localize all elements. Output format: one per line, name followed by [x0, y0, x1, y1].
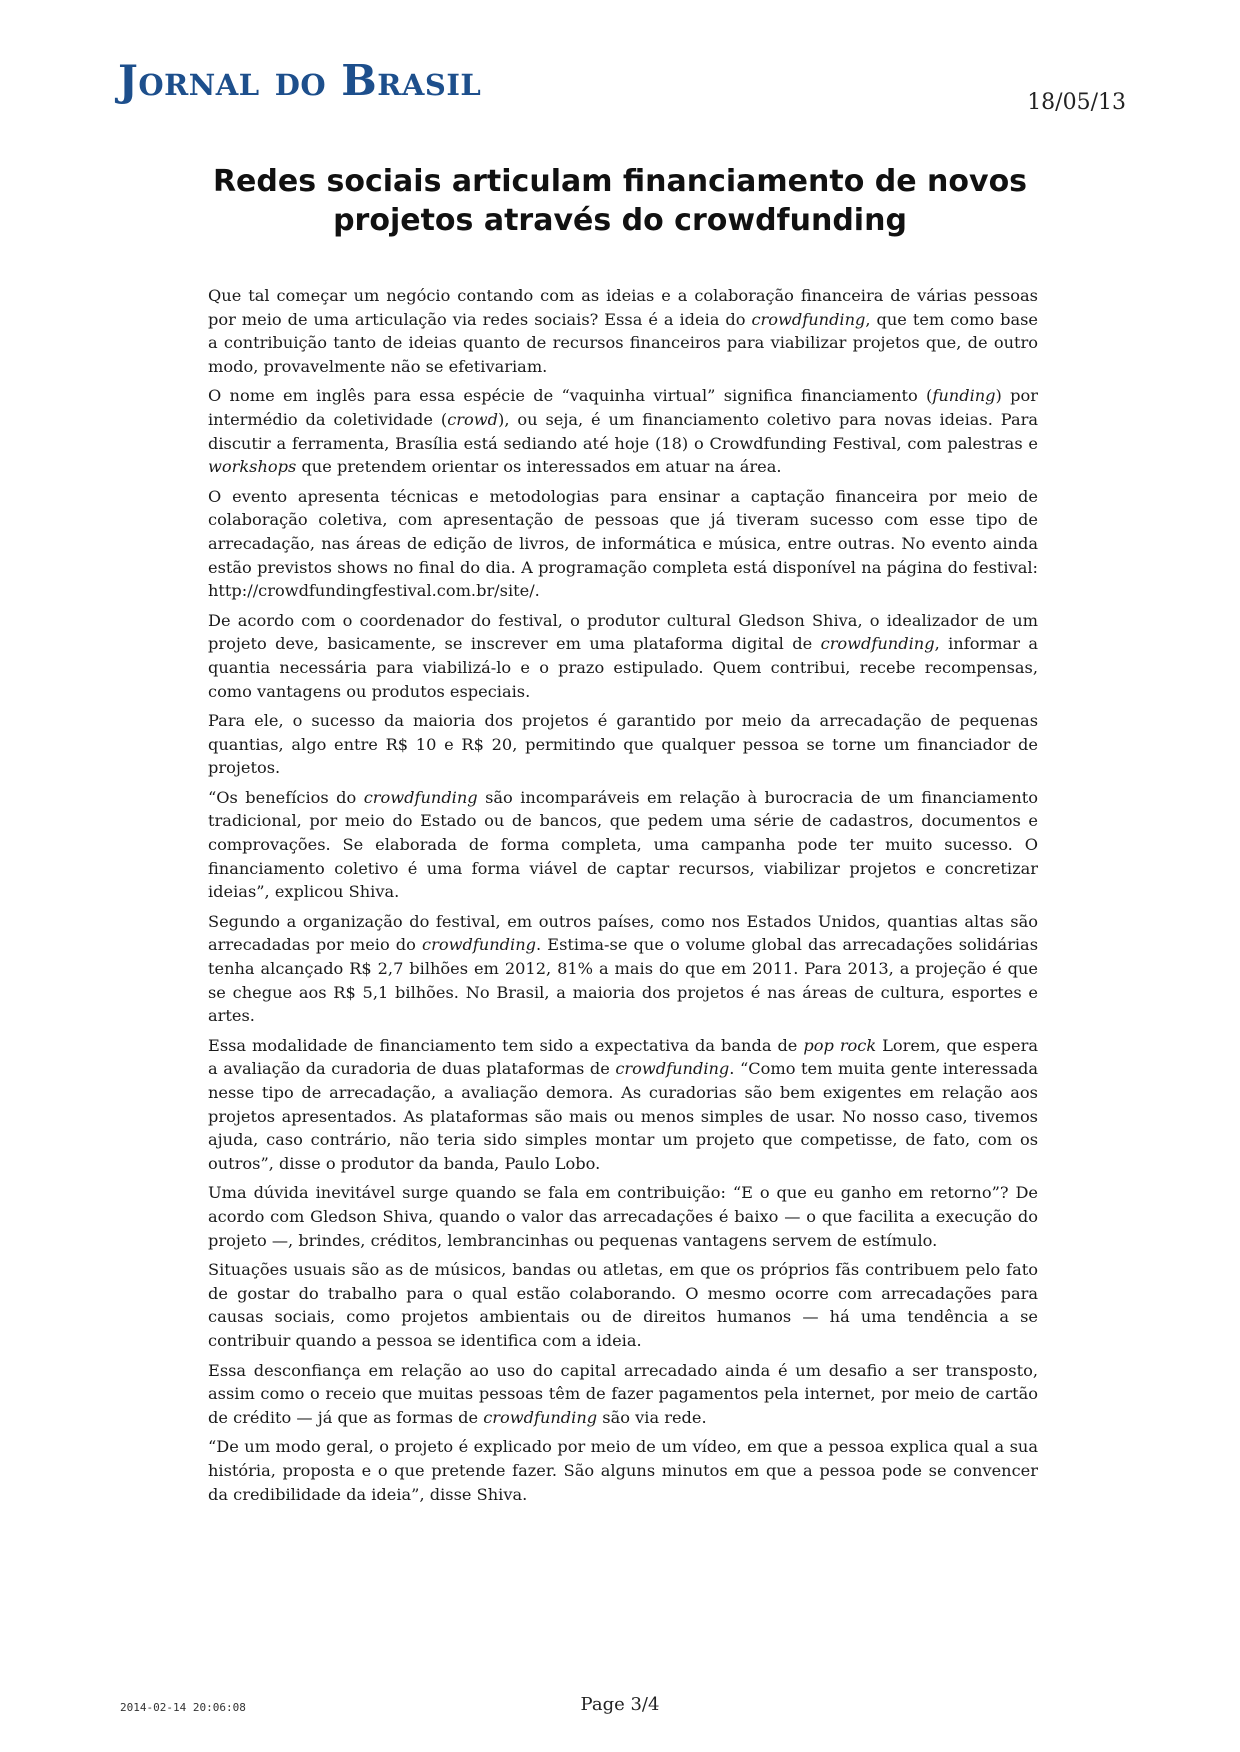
- paragraph-text: “Os benefícios do: [208, 787, 364, 807]
- italic-term: workshops: [208, 457, 297, 477]
- paragraph-text: que pretendem orientar os interessados em atuar na área.: [296, 457, 782, 477]
- article-paragraph: [208, 1258, 1038, 1352]
- paragraph-text: ), ou seja, é um financiamento coletivo para novas ideias. Para discutir a ferramenta, Brasília está sediando até hoje (18) o Crowdfunding Festival, com palestras e: [208, 409, 1038, 453]
- paragraph-text: O evento apresenta técnicas e metodologias para ensinar a captação financeira por meio de colaboração coletiva, com apresentação de pessoas que já tiveram sucesso com esse tipo de arrecadação, nas áreas de edição de livros, de informática e música, entre outras. No evento ainda estão previstos shows no final do dia. A programação completa está disponível na página do festival: http://crowdfundingfestival.com.br/site/.: [208, 486, 1038, 601]
- newspaper-masthead: Jornal do Brasil: [118, 56, 482, 105]
- publication-date: 18/05/13: [1027, 90, 1126, 115]
- paragraph-text: ) por intermédio da coletividade (: [208, 386, 1038, 429]
- italic-term: crowdfunding: [483, 1407, 598, 1427]
- paragraph-text: Uma dúvida inevitável surge quando se fala em contribuição: “E o que eu ganho em retorno”? De acordo com Gledson Shiva, quando o valor das arrecadações é baixo — o que facilita a execução do projeto —, brindes, créditos, lembrancinhas ou pequenas vantagens servem de estímulo.: [208, 1183, 1038, 1250]
- italic-term: funding: [932, 386, 996, 406]
- paragraph-text: são incomparáveis em relação à burocracia de um financiamento tradicional, por meio do Estado ou de bancos, que pedem uma série de cadastros, documentos e comprovações. Se elaborada de forma completa, uma campanha pode ter muito sucesso. O financiamento coletivo é uma forma viável de captar recursos, viabilizar projetos e concretizar ideias”, explicou Shiva.: [208, 787, 1039, 902]
- paragraph-text: , informar a quantia necessária para viabilizá-lo e o prazo estipulado. Quem contribui, recebe recompensas, como vantagens ou produtos especiais.: [208, 634, 1039, 701]
- paragraph-text: Situações usuais são as de músicos, bandas ou atletas, em que os próprios fãs contribuem pelo fato de gostar do trabalho para o qual estão colaborando. O mesmo ocorre com arrecadações para causas sociais, como projetos ambientais ou de direitos humanos — há uma tendência a se contribuir quando a pessoa se identifica com a ideia.: [208, 1260, 1038, 1350]
- paragraph-text: “De um modo geral, o projeto é explicado por meio de um vídeo, em que a pessoa explica qual a sua história, proposta e o que pretende fazer. São alguns minutos em que a pessoa pode se convencer da credibilidade da ideia”, disse Shiva.: [208, 1437, 1038, 1504]
- paragraph-text: Essa desconfiança em relação ao uso do capital arrecadado ainda é um desafio a ser transposto, assim como o receio que muitas pessoas têm de fazer pagamentos pela internet, por meio de cartão de crédito — já que as formas de: [208, 1360, 1038, 1427]
- paragraph-text: Lorem, que espera a avaliação da curadoria de duas plataformas de: [208, 1035, 1038, 1079]
- paragraph-text: De acordo com o coordenador do festival, o produtor cultural Gledson Shiva, o idealizador de um projeto deve, basicamente, se inscrever em uma plataforma digital de: [208, 610, 1038, 654]
- paragraph-text: Segundo a organização do festival, em outros países, como nos Estados Unidos, quantias altas são arrecadadas por meio do: [208, 911, 1038, 955]
- italic-term: crowdfunding: [751, 309, 866, 329]
- article-paragraph: [208, 485, 1038, 603]
- article-headline: Redes sociais articulam financiamento de novos projetos através do crowdfunding: [212, 164, 1028, 238]
- article-body: [208, 284, 1038, 1512]
- paragraph-text: . Estima-se que o volume global das arrecadações solidárias tenha alcançado R$ 2,7 bilhões em 2012, 81% a mais do que em 2011. Para 2013, a projeção é que se chegue aos R$ 5,1 bilhões. No Brasil, a maioria dos projetos é nas áreas de cultura, esportes e artes.: [208, 935, 1038, 1026]
- article-paragraph: [208, 1359, 1038, 1430]
- italic-term: crowdfunding: [820, 634, 935, 654]
- italic-term: crowdfunding: [422, 935, 536, 955]
- print-timestamp: 2014-02-14 20:06:08: [120, 1701, 246, 1714]
- page-number: Page 3/4: [580, 1694, 660, 1715]
- article-paragraph: [208, 786, 1038, 904]
- article-paragraph: [208, 709, 1038, 780]
- paragraph-text: Que tal começar um negócio contando com as ideias e a colaboração financeira de várias pessoas por meio de uma articulação via redes sociais? Essa é a ideia do: [208, 286, 1038, 329]
- paragraph-text: O nome em inglês para essa espécie de “vaquinha virtual” significa financiamento (: [208, 386, 933, 406]
- paragraph-text: . “Como tem muita gente interessada nesse tipo de arrecadação, a avaliação demora. As curadorias são bem exigentes em relação aos projetos apresentados. As plataformas são mais ou menos simples de usar. No nosso caso, tivemos ajuda, caso contrário, não teria sido simples montar um projeto que competisse, de fato, com os outros”, disse o produtor da banda, Paulo Lobo.: [208, 1059, 1038, 1173]
- article-paragraph: [208, 609, 1038, 703]
- article-paragraph: [208, 1435, 1038, 1506]
- paragraph-text: , que tem como base a contribuição tanto de ideias quanto de recursos financeiros para viabilizar projetos que, de outro modo, provavelmente não se efetivariam.: [208, 309, 1038, 376]
- article-paragraph: [208, 284, 1038, 378]
- italic-term: crowdfunding: [363, 787, 478, 807]
- italic-term: crowd: [447, 409, 498, 429]
- italic-term: crowdfunding: [615, 1059, 730, 1079]
- italic-term: pop rock: [803, 1035, 877, 1055]
- article-paragraph: [208, 384, 1038, 478]
- article-paragraph: [208, 1181, 1038, 1252]
- article-paragraph: [208, 910, 1038, 1028]
- paragraph-text: Para ele, o sucesso da maioria dos projetos é garantido por meio da arrecadação de pequenas quantias, algo entre R$ 10 e R$ 20, permitindo que qualquer pessoa se torne um financiador de projetos.: [208, 711, 1038, 778]
- article-paragraph: [208, 1034, 1038, 1176]
- paragraph-text: são via rede.: [597, 1407, 707, 1427]
- paragraph-text: Essa modalidade de financiamento tem sido a expectativa da banda de: [208, 1035, 804, 1055]
